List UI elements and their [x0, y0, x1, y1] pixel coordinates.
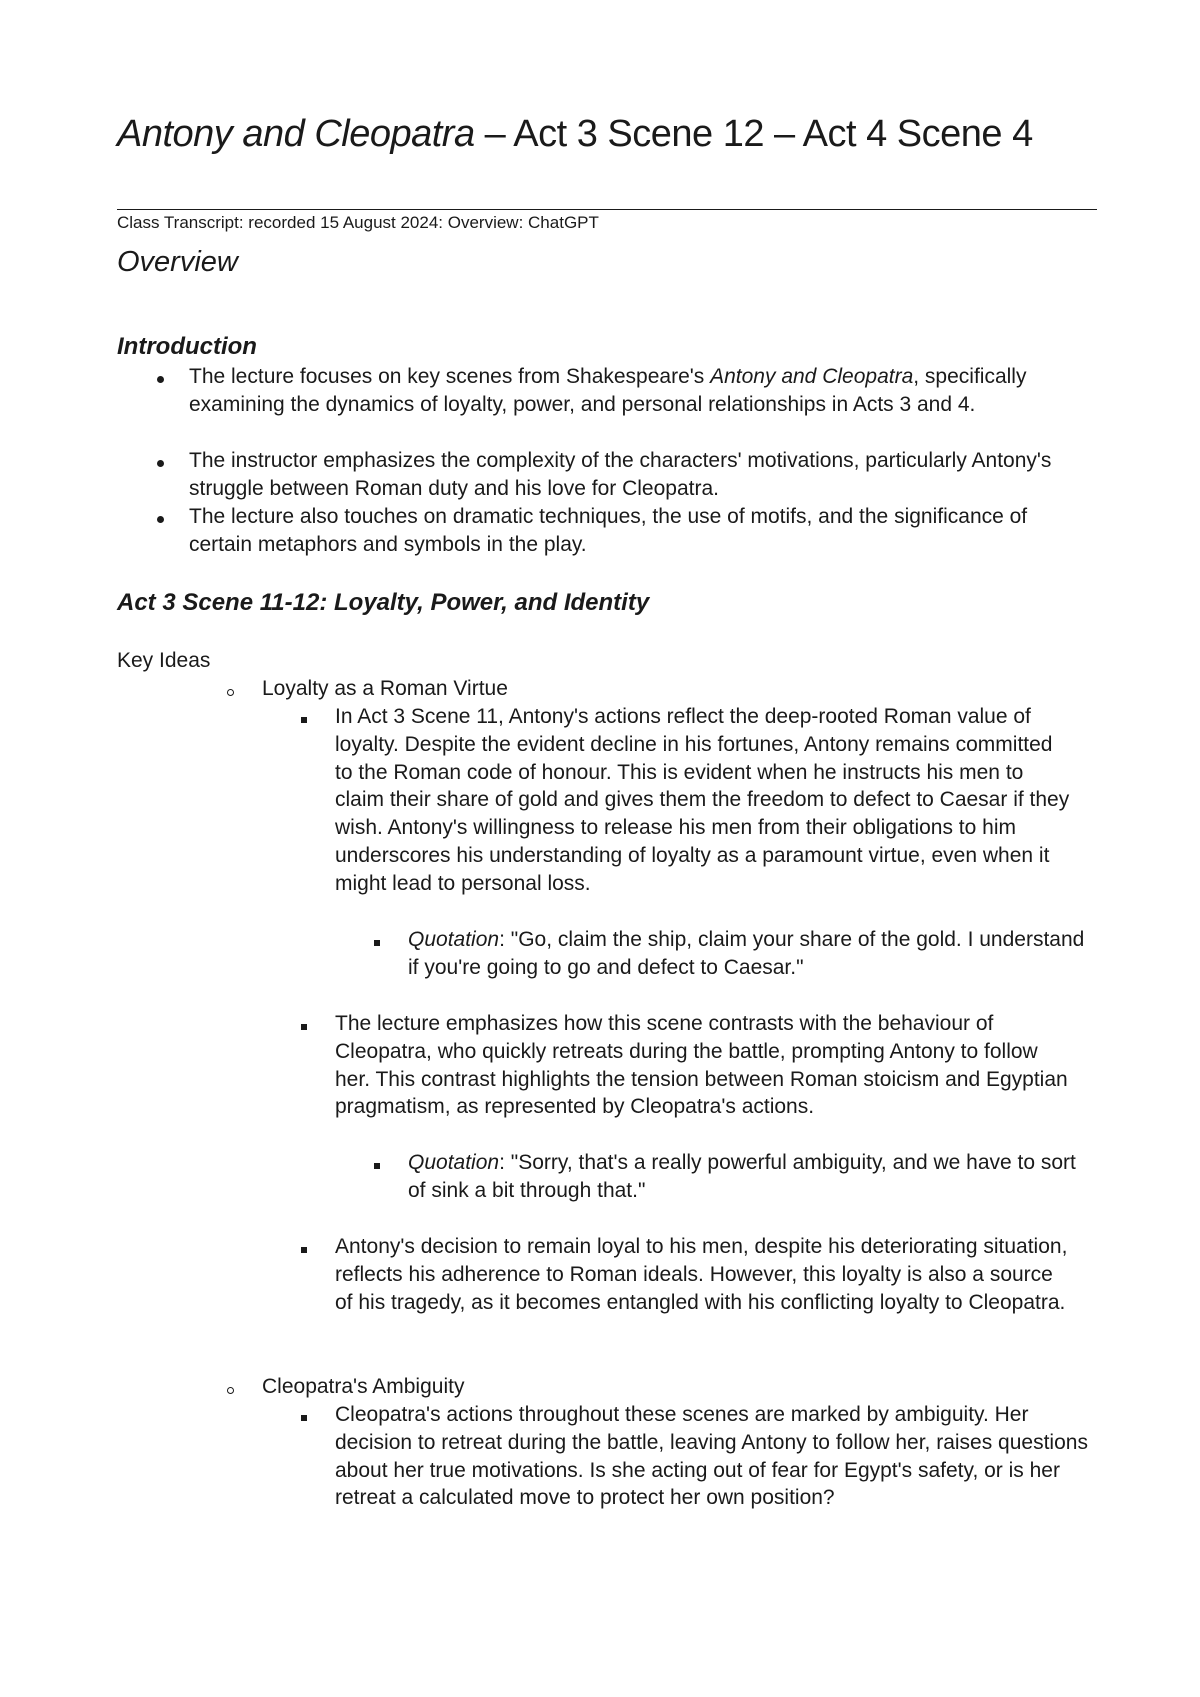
bullet-square-icon: [301, 1024, 307, 1030]
bullet-square-icon: [301, 1247, 307, 1253]
title-italic: Antony and Cleopatra: [117, 113, 475, 155]
ambiguity-point-1: Cleopatra's actions throughout these scenes are marked by ambiguity. Her decision to retreat during the battle, leaving Antony to follow her, raises questions about her true motivations. Is she acting out of fear for Egypt's safety, or is her retreat a calculated move to protect her own position?: [335, 1403, 1088, 1510]
key-ideas-label: Key Ideas: [117, 649, 211, 672]
title-rest: – Act 3 Scene 12 – Act 4 Scene 4: [474, 113, 1033, 155]
bullet-dot-icon: [157, 516, 164, 523]
bullet-square-icon: [301, 1415, 307, 1421]
overview-heading: Overview: [117, 246, 238, 278]
document-title: [117, 112, 1097, 156]
introduction-heading: Introduction: [117, 333, 257, 360]
loyalty-quote-2: Quotation: "Sorry, that's a really powerful ambiguity, and we have to sort of sink a bit through that.": [408, 1151, 1076, 1202]
title-underline: [117, 209, 1097, 210]
intro-bullet-2: The instructor emphasizes the complexity of the characters' motivations, particularly Antony's struggle between Roman duty and his love for Cleopatra.: [189, 449, 1052, 500]
document-subtitle: Class Transcript: recorded 15 August 2024: Overview: ChatGPT: [117, 213, 599, 232]
loyalty-label: Loyalty as a Roman Virtue: [262, 677, 508, 700]
loyalty-point-3: Antony's decision to remain loyal to his men, despite his deteriorating situation, reflects his adherence to Roman ideals. However, this loyalty is also a source of his tragedy, as it becomes entangled with his conflicting loyalty to Cleopatra.: [335, 1235, 1068, 1314]
bullet-square-icon: [301, 717, 307, 723]
bullet-square-icon: [374, 1163, 380, 1169]
loyalty-point-2: The lecture emphasizes how this scene contrasts with the behaviour of Cleopatra, who quickly retreats during the battle, prompting Antony to follow her. This contrast highlights the tension between Roman stoicism and Egyptian pragmatism, as represented by Cleopatra's actions.: [335, 1012, 1068, 1119]
bullet-circle-icon: [227, 1387, 234, 1394]
loyalty-quote-1: Quotation: "Go, claim the ship, claim your share of the gold. I understand if you're going to go and defect to Caesar.": [408, 928, 1085, 979]
intro-bullet-1: The lecture focuses on key scenes from Shakespeare's Antony and Cleopatra, specifically examining the dynamics of loyalty, power, and personal relationships in Acts 3 and 4.: [189, 365, 1027, 416]
bullet-dot-icon: [157, 376, 164, 383]
ambiguity-label: Cleopatra's Ambiguity: [262, 1375, 465, 1398]
bullet-circle-icon: [227, 689, 234, 696]
intro-bullet-3: The lecture also touches on dramatic techniques, the use of motifs, and the significance of certain metaphors and symbols in the play.: [189, 505, 1028, 556]
loyalty-point-1: In Act 3 Scene 11, Antony's actions reflect the deep-rooted Roman value of loyalty. Despite the evident decline in his fortunes, Antony remains committed to the Roman code of honour. This is evident when he instructs his men to claim their share of gold and gives them the freedom to defect to Caesar if they wish. Antony's willingness to release his men from their obligations to him underscores his understanding of loyalty as a paramount virtue, even when it might lead to personal loss.: [335, 705, 1070, 895]
section-heading: Act 3 Scene 11-12: Loyalty, Power, and Identity: [117, 589, 650, 616]
bullet-dot-icon: [157, 460, 164, 467]
bullet-square-icon: [374, 940, 380, 946]
